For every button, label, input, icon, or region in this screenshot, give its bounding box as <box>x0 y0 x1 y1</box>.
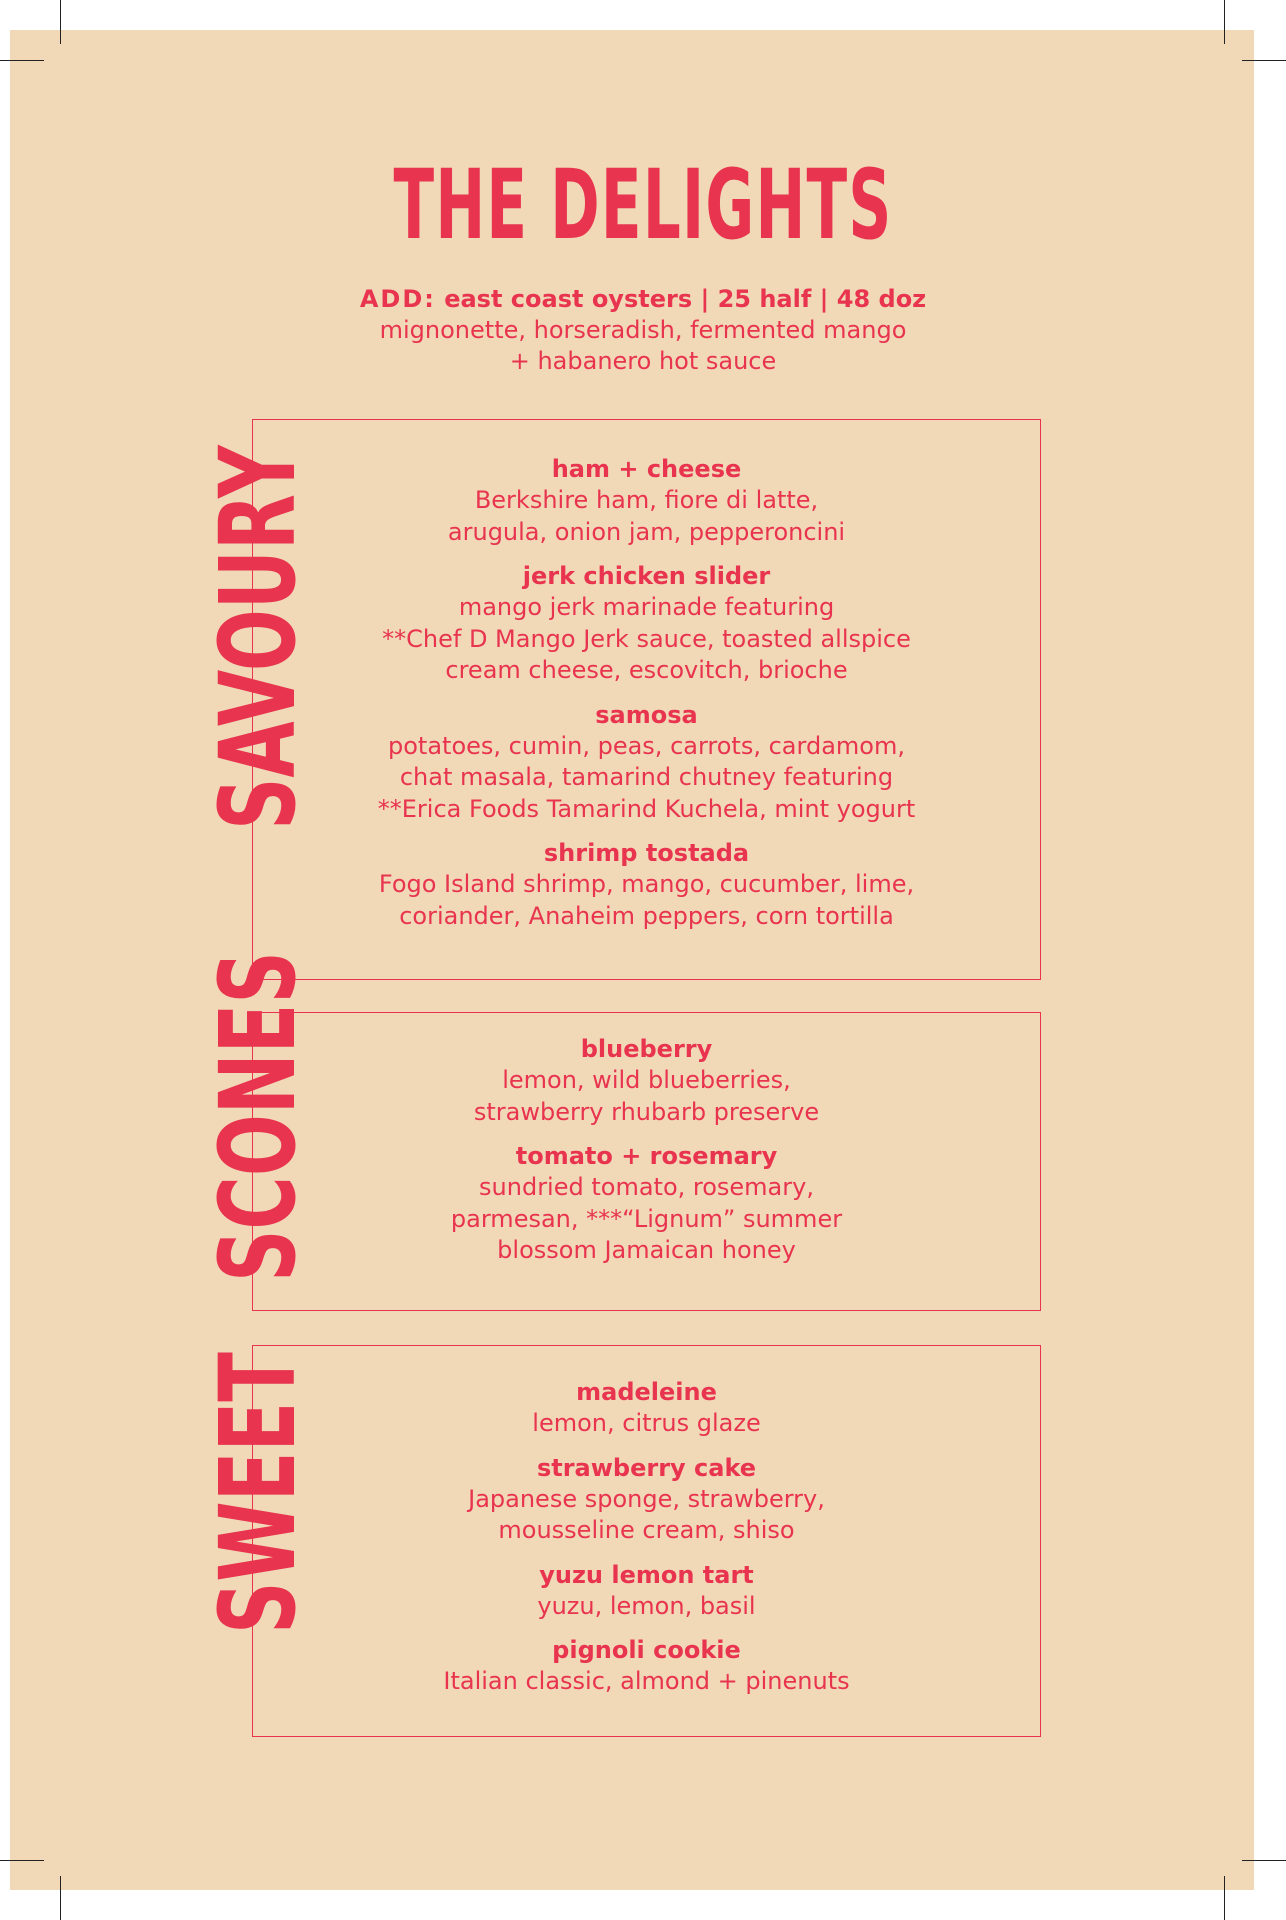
item-desc: yuzu, lemon, basil <box>537 1591 756 1620</box>
item-desc: Fogo Island shrimp, mango, cucumber, lime, <box>378 870 915 898</box>
crop-mark <box>1224 1876 1225 1920</box>
addon-headline-text: east coast oysters | 25 half | 48 doz <box>444 285 927 313</box>
addon-line: mignonette, horseradish, fermented mango <box>379 316 907 344</box>
item-desc: arugula, onion jam, pepperoncini <box>447 517 846 546</box>
item-desc: Japanese sponge, strawberry, <box>468 1484 825 1513</box>
menu-item <box>253 1377 1040 1440</box>
item-desc: chat masala, tamarind chutney featuring <box>399 763 894 791</box>
menu-item <box>253 1034 1040 1128</box>
section-savoury <box>252 419 1041 980</box>
item-desc: Berkshire ham, fiore di latte, <box>474 486 819 514</box>
section-sweet <box>252 1345 1041 1737</box>
item-desc: **Chef D Mango Jerk sauce, toasted allspice <box>382 624 911 653</box>
item-desc: Italian classic, almond + pinenuts <box>443 1667 850 1695</box>
item-desc: potatoes, cumin, peas, carrots, cardamom, <box>388 731 905 760</box>
crop-mark <box>0 60 44 61</box>
item-name: tomato + rosemary <box>515 1142 778 1170</box>
section-scones <box>252 1012 1041 1311</box>
item-name: ham + cheese <box>551 455 742 483</box>
menu-item <box>253 1635 1040 1698</box>
item-desc: mango jerk marinade featuring <box>458 593 835 621</box>
section-label-scones <box>197 809 319 1282</box>
item-name: shrimp tostada <box>543 839 750 867</box>
section-label-text: SCONES <box>197 951 319 1282</box>
item-name: jerk chicken slider <box>522 562 771 590</box>
item-desc: parmesan, ***“Lignum” summer <box>450 1204 843 1233</box>
item-desc: coriander, Anaheim peppers, corn tortilla <box>399 901 894 930</box>
item-name: yuzu lemon tart <box>539 1560 754 1589</box>
item-desc: strawberry rhubarb preserve <box>473 1097 820 1126</box>
addon-line: + habanero hot sauce <box>509 347 777 375</box>
menu-title: THE DELIGHTS <box>393 149 893 261</box>
item-desc: **Erica Foods Tamarind Kuchela, mint yogurt <box>377 794 916 823</box>
item-desc: lemon, citrus glaze <box>532 1409 761 1437</box>
crop-mark <box>0 1860 44 1861</box>
item-name: samosa <box>595 700 698 729</box>
crop-mark <box>60 0 61 44</box>
menu-item <box>253 561 1040 687</box>
item-desc: mousseline cream, shiso <box>498 1516 795 1544</box>
menu-item <box>253 1453 1040 1547</box>
section-items <box>253 1034 1040 1280</box>
crop-mark <box>1242 1860 1286 1861</box>
menu-item <box>253 1141 1040 1267</box>
addon-block <box>0 284 1286 377</box>
section-label-sweet <box>197 1231 319 1634</box>
section-label-savoury <box>197 280 319 830</box>
section-items <box>253 454 1040 945</box>
menu-item <box>253 454 1040 548</box>
item-desc: lemon, wild blueberries, <box>502 1066 791 1094</box>
item-name: blueberry <box>580 1035 713 1063</box>
item-name: madeleine <box>576 1378 717 1406</box>
addon-prefix: ADD: <box>359 285 436 313</box>
item-desc: cream cheese, escovitch, brioche <box>445 656 848 684</box>
crop-mark <box>60 1876 61 1920</box>
crop-mark <box>1242 60 1286 61</box>
item-desc: sundried tomato, rosemary, <box>479 1173 814 1201</box>
section-items <box>253 1377 1040 1711</box>
menu-item <box>253 838 1040 932</box>
section-label-text: SAVOURY <box>197 445 319 830</box>
menu-item <box>253 1560 1040 1623</box>
item-desc: blossom Jamaican honey <box>497 1236 796 1264</box>
section-label-text: SWEET <box>197 1352 319 1634</box>
addon-headline <box>0 284 1286 315</box>
menu-item <box>253 700 1040 826</box>
crop-mark <box>1224 0 1225 44</box>
item-name: pignoli cookie <box>552 1636 741 1664</box>
item-name: strawberry cake <box>536 1453 757 1482</box>
